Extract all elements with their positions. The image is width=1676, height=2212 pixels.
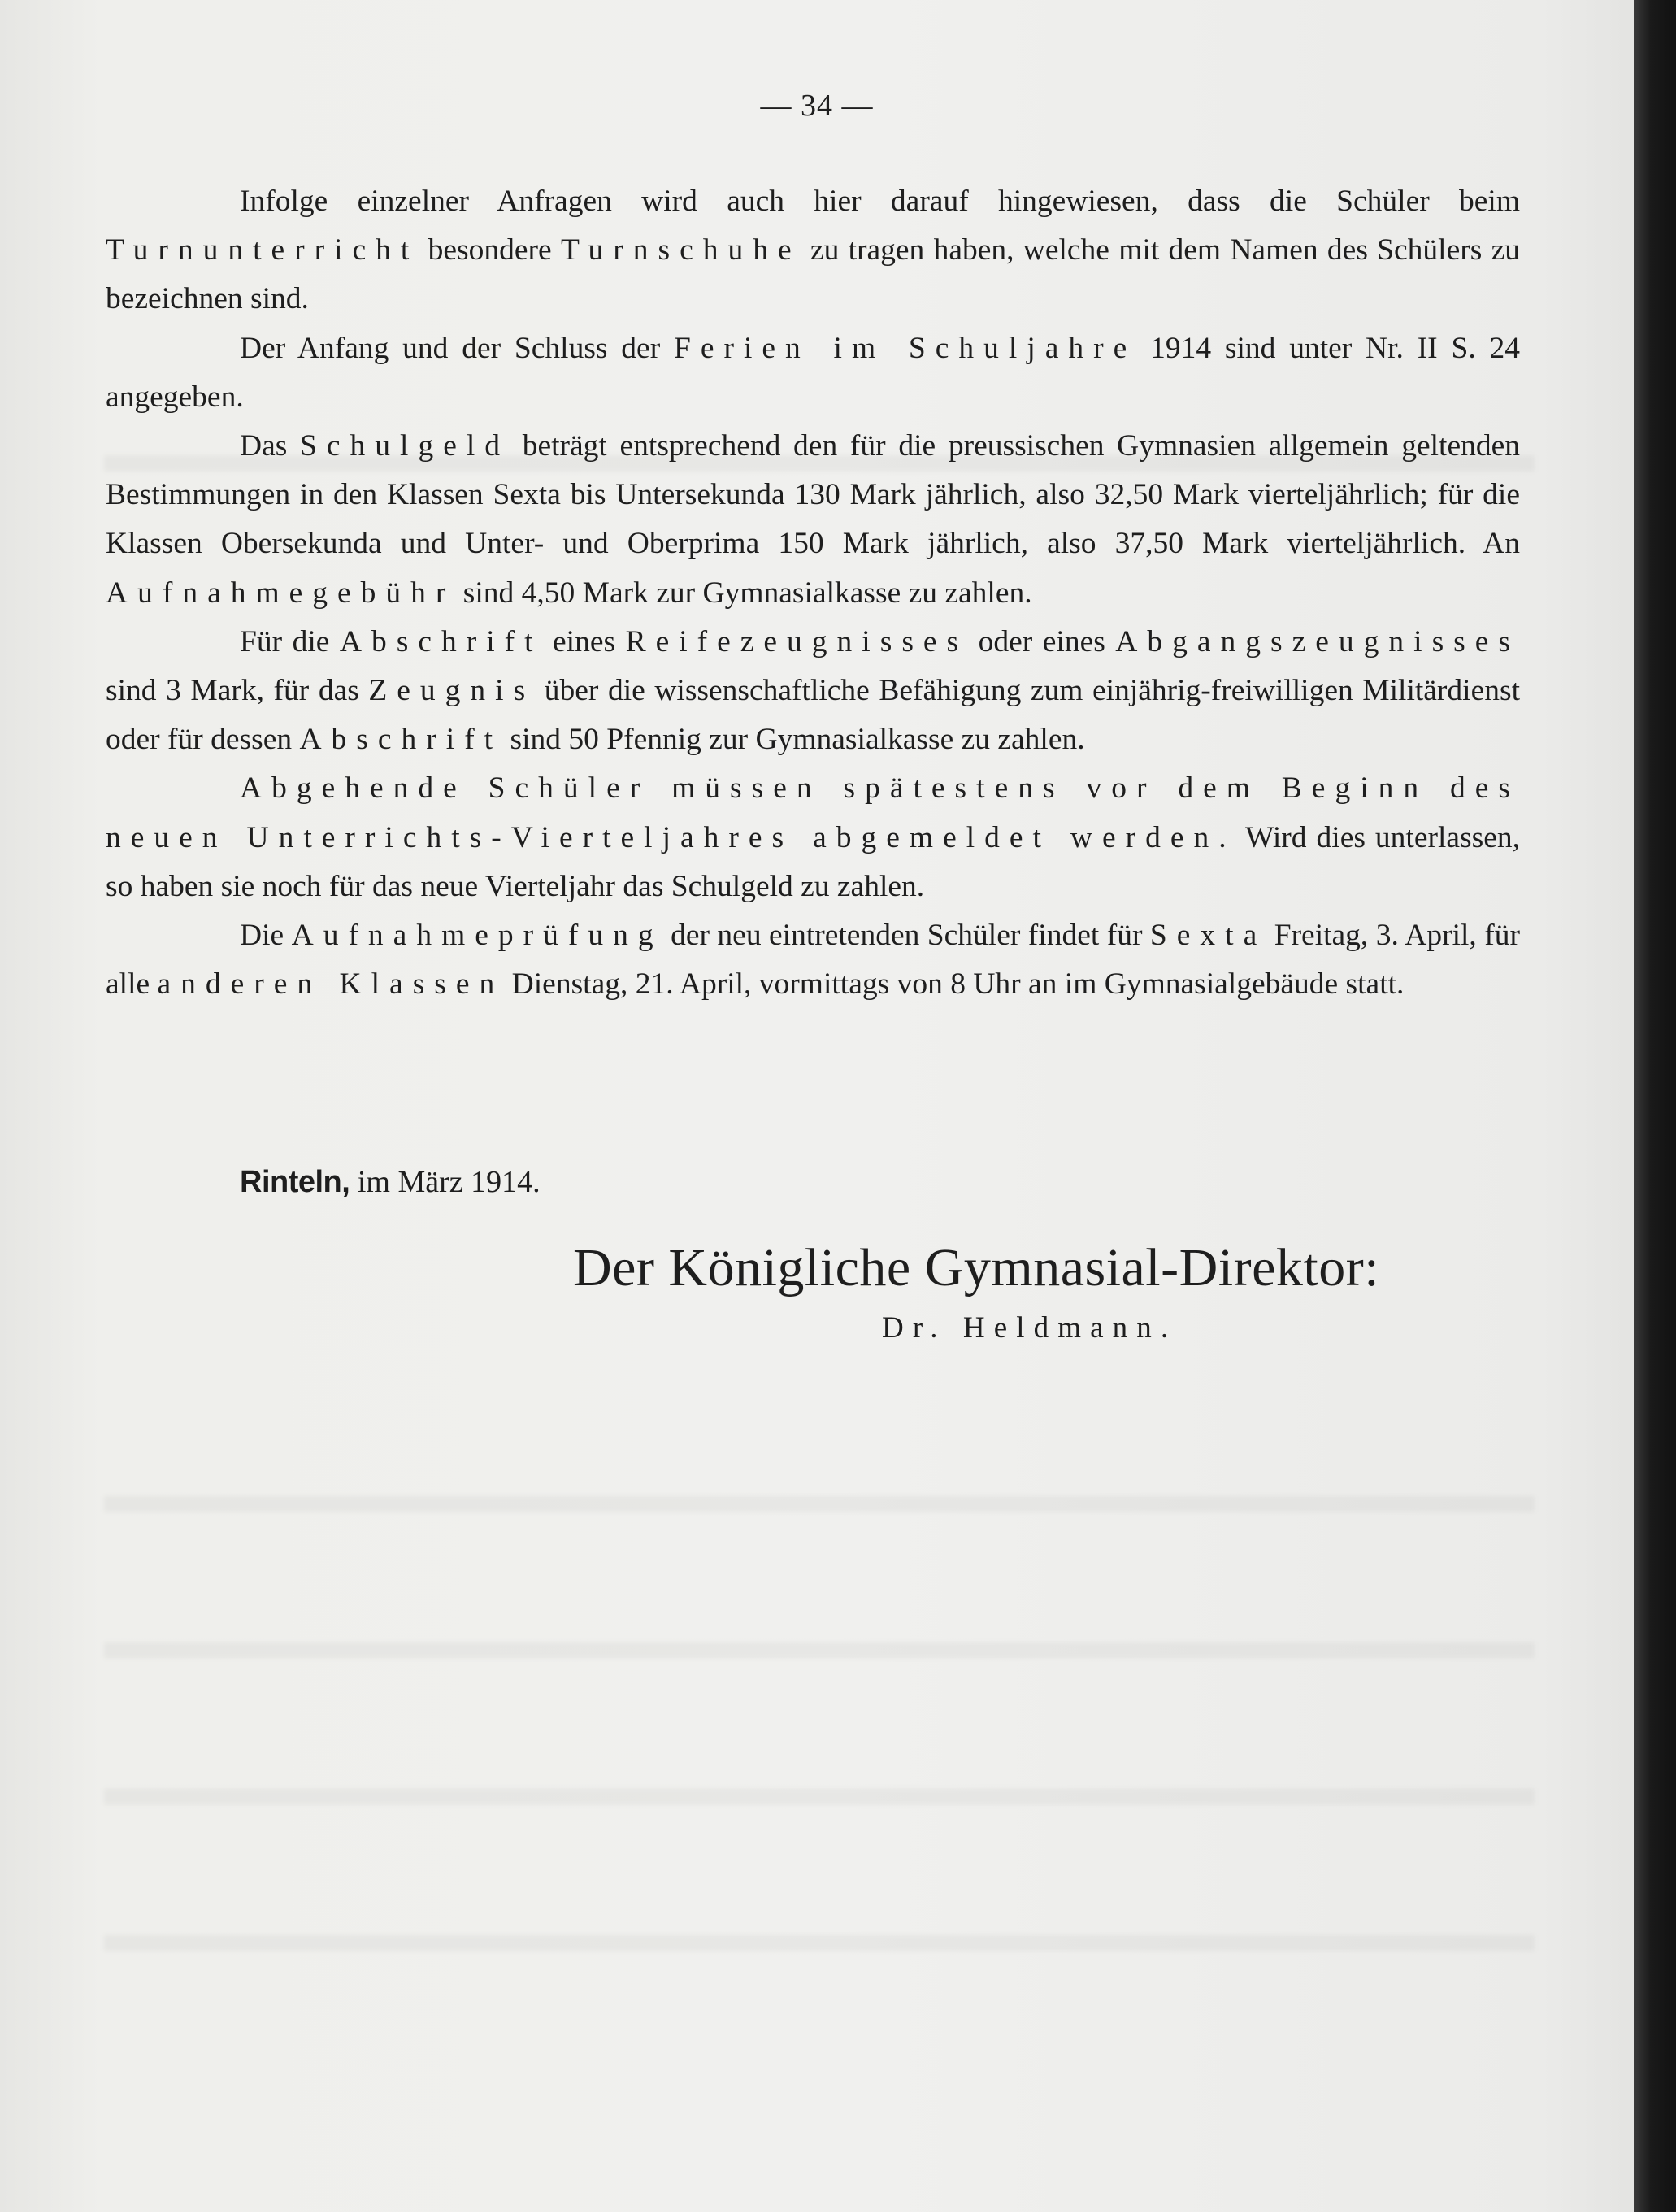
emphasized-text: Schulgeld (300, 429, 510, 463)
emphasized-text: Abgangszeugnisses (1115, 624, 1520, 658)
place-name: Rinteln, (240, 1165, 350, 1199)
text-segment: Infolge einzelner Anfragen wird auch hier darauf hingewiesen, dass die Schüler beim (240, 185, 1520, 218)
text-segment: beträgt entsprechend den für die preussischen Gymnasien allgemein geltenden Bestimmungen in den Klassen Sexta bis Untersekunda 130 Mark jährlich, also 32,50 Mark vierteljährlich; für die Klassen Obersekunda und Unter- und Oberprima 150 Mark jährlich, also 37,50 Mark vierteljährlich. An (106, 429, 1520, 561)
place-date-line (240, 1164, 541, 1200)
emphasized-text: Sexta (1149, 919, 1267, 953)
text-segment: Das (240, 429, 301, 463)
paragraph (106, 618, 1520, 765)
emphasized-text: Turnschuhe (560, 233, 801, 267)
paragraph (106, 764, 1520, 911)
paragraph (106, 422, 1520, 618)
page-number: — 34 — (760, 89, 874, 123)
paragraph (106, 324, 1520, 422)
emphasized-text: Reifezeugnisses (625, 624, 969, 658)
text-segment: Für die (240, 624, 340, 658)
signature-name: Dr. Heldmann. (882, 1311, 1178, 1345)
text-segment: besondere (419, 233, 561, 267)
emphasized-text: Aufnahmeprüfung (291, 919, 663, 953)
text-segment: oder eines (968, 624, 1116, 658)
emphasized-text: Aufnahmegebühr (106, 576, 456, 610)
text-segment: 1914 sind unter Nr. II S. 24 angegeben. (106, 331, 1520, 414)
text-segment: Wird dies unterlassen, so haben sie noch für das neue Vierteljahr das Schulgeld zu zahlen. (106, 820, 1520, 903)
date: im März 1914. (350, 1165, 541, 1199)
text-segment: eines (542, 624, 626, 658)
text-segment: über die wissenschaftliche Befähigung zum einjährig-freiwilligen Militärdienst oder für dessen (106, 674, 1521, 757)
paragraph (106, 177, 1520, 324)
text-segment: zu tragen haben, welche mit dem Namen des Schülers zu bezeichnen sind. (106, 233, 1520, 316)
emphasized-text: Ferien im Schuljahre (673, 331, 1137, 365)
text-segment: Die (240, 919, 292, 953)
emphasized-text: anderen Klassen (157, 967, 505, 1002)
emphasized-text: Abschrift (299, 723, 503, 757)
emphasized-text: Abschrift (339, 624, 543, 658)
text-segment: sind 50 Pfennig zur Gymnasialkasse zu zahlen. (502, 723, 1085, 757)
text-segment: der neu eintretenden Schüler findet für (662, 919, 1150, 953)
body-text (106, 177, 1520, 1009)
emphasized-text: Zeugnis (368, 674, 536, 708)
text-segment: Dienstag, 21. April, vormittags von 8 Uhr an im Gymnasialgebäude statt. (504, 967, 1405, 1002)
emphasized-text: Abgehende Schüler müssen spätestens vor dem Beginn des neuen Unterrichts-Vierteljahres abgemeldet werden. (106, 771, 1520, 854)
text-segment: sind 4,50 Mark zur Gymnasialkasse zu zahlen. (455, 576, 1032, 610)
emphasized-text: Turnunterricht (106, 233, 419, 267)
scan-edge-shadow (1634, 0, 1676, 2212)
text-segment: sind 3 Mark, für das (106, 674, 369, 708)
text-segment: Der Anfang und der Schluss der (240, 331, 674, 365)
text-segment: Freitag, 3. April, für alle (106, 919, 1520, 1002)
paragraph (106, 911, 1520, 1009)
signature-title: Der Königliche Gymnasial-Direktor: (573, 1238, 1380, 1297)
